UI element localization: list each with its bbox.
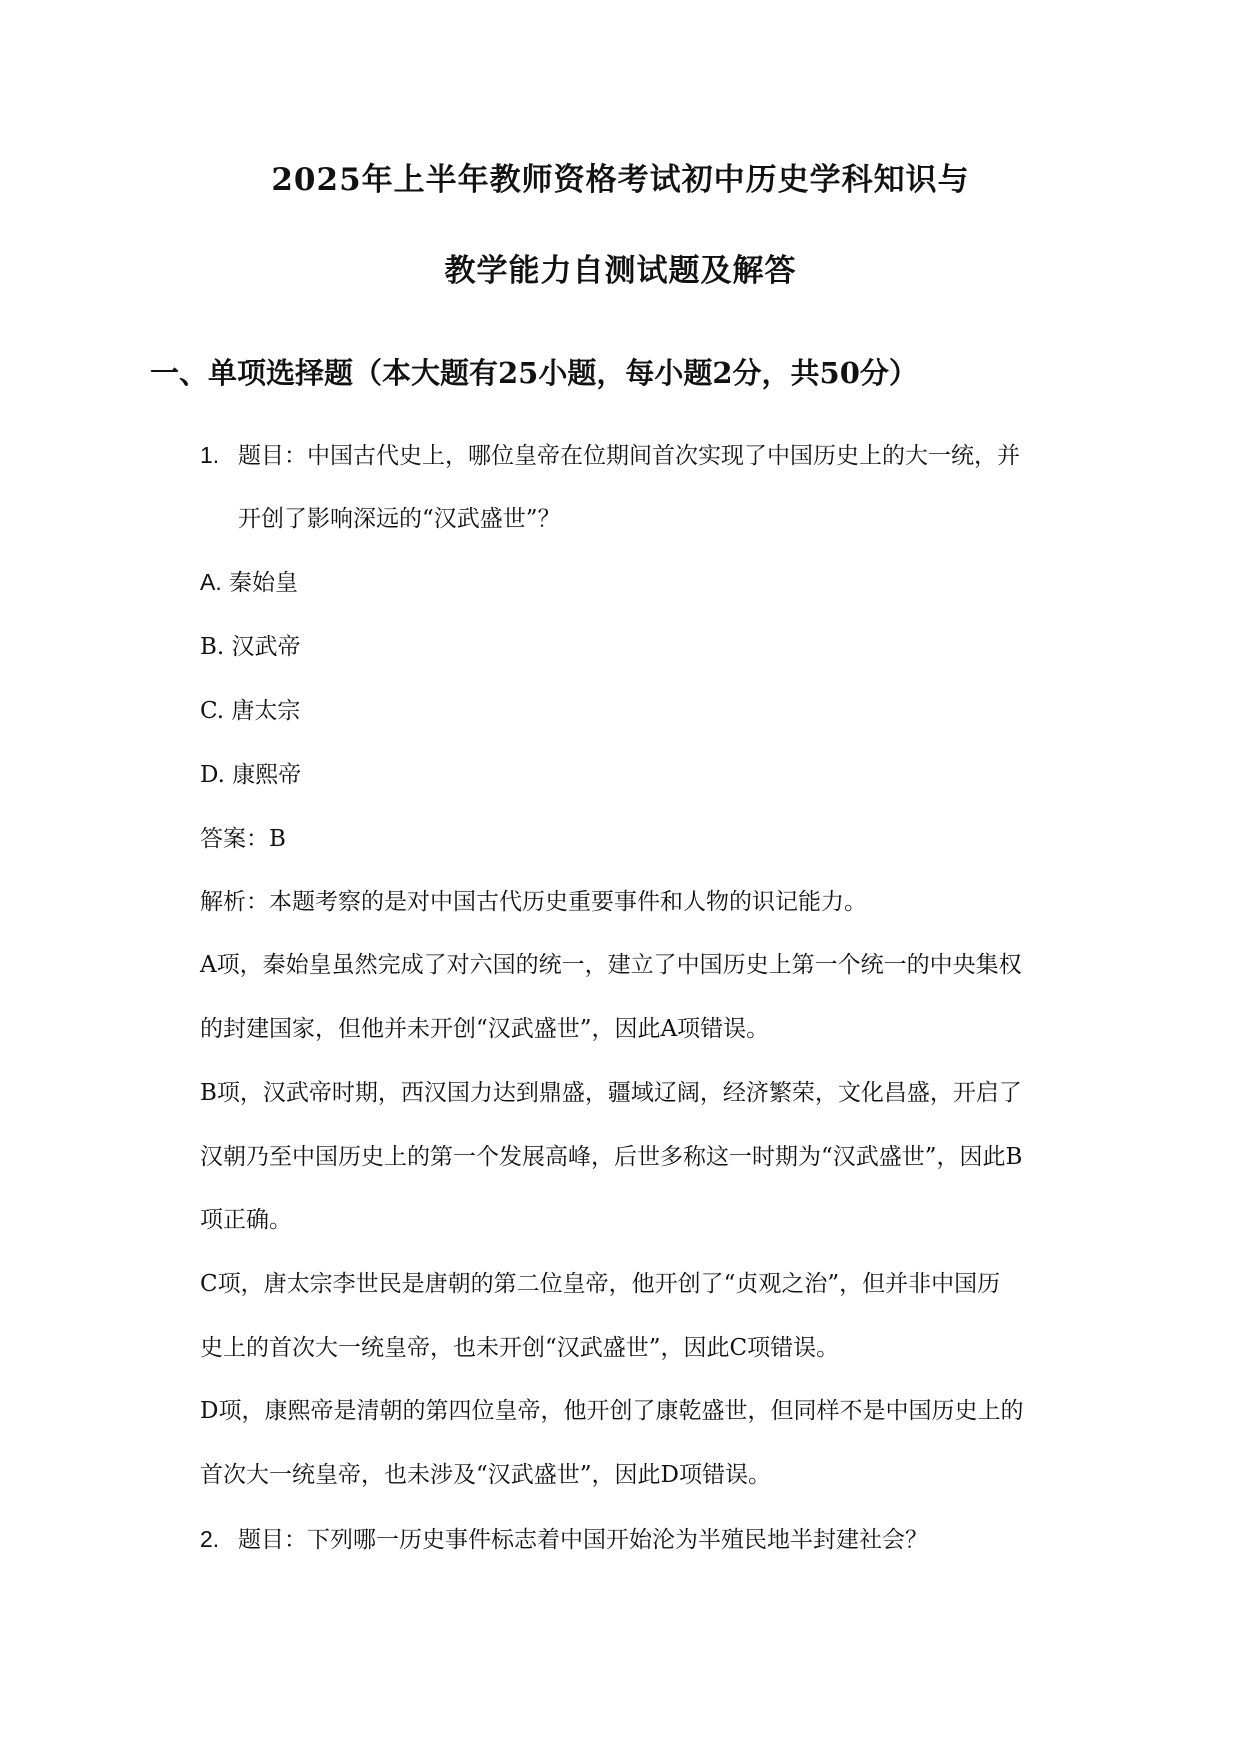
analysis-intro: 解析：本题考察的是对中国古代历史重要事件和人物的识记能力。 <box>200 889 867 915</box>
option-text: 唐太宗 <box>231 698 301 724</box>
analysis-line: C项，唐太宗李世民是唐朝的第二位皇帝，他开创了“贞观之治”，但并非中国历 <box>200 1271 1001 1297</box>
analysis-line: 史上的首次大一统皇帝，也未开创“汉武盛世”，因此C项错误。 <box>200 1335 840 1361</box>
question-number: 2. <box>200 1526 220 1552</box>
option-text: 秦始皇 <box>229 570 299 596</box>
option-c <box>200 696 300 726</box>
option-letter: D. <box>200 762 225 788</box>
document-title-line-2: 教学能力自测试题及解答 <box>444 253 797 289</box>
option-text: 康熙帝 <box>232 762 302 788</box>
document-title-line-1: 2025年上半年教师资格考试初中历史学科知识与 <box>271 162 970 198</box>
option-a <box>200 567 298 598</box>
option-letter: B. <box>200 634 225 660</box>
question-stem-text: 题目：下列哪一历史事件标志着中国开始沦为半殖民地半封建社会？ <box>238 1527 928 1553</box>
analysis-line: 首次大一统皇帝，也未涉及“汉武盛世”，因此D项错误。 <box>200 1462 771 1488</box>
option-b <box>200 632 301 662</box>
question-2-stem-line-1 <box>200 1524 928 1555</box>
question-stem-text: 题目：中国古代史上，哪位皇帝在位期间首次实现了中国历史上的大一统，并 <box>238 443 1020 469</box>
option-letter: C. <box>200 698 225 724</box>
analysis-line: B项，汉武帝时期，西汉国力达到鼎盛，疆域辽阔，经济繁荣，文化昌盛，开启了 <box>200 1080 1022 1106</box>
analysis-line: 汉朝乃至中国历史上的第一个发展高峰，后世多称这一时期为“汉武盛世”，因此B <box>200 1144 1023 1170</box>
question-1-stem-line-2: 开创了影响深远的“汉武盛世”？ <box>238 506 561 532</box>
analysis-line: 的封建国家，但他并未开创“汉武盛世”，因此A项错误。 <box>200 1016 770 1042</box>
section-heading: 一、单项选择题（本大题有25小题，每小题2分，共50分） <box>150 356 918 390</box>
option-letter: A. <box>200 569 222 595</box>
question-1-stem-line-1 <box>200 440 1020 471</box>
question-number: 1. <box>200 442 220 468</box>
analysis-line: A项，秦始皇虽然完成了对六国的统一，建立了中国历史上第一个统一的中央集权 <box>200 952 1022 978</box>
answer-line: 答案：B <box>200 826 286 852</box>
analysis-line: D项，康熙帝是清朝的第四位皇帝，他开创了康乾盛世，但同样不是中国历史上的 <box>200 1398 1024 1424</box>
option-d <box>200 760 301 790</box>
analysis-line: 项正确。 <box>200 1207 292 1233</box>
option-text: 汉武帝 <box>231 634 301 660</box>
